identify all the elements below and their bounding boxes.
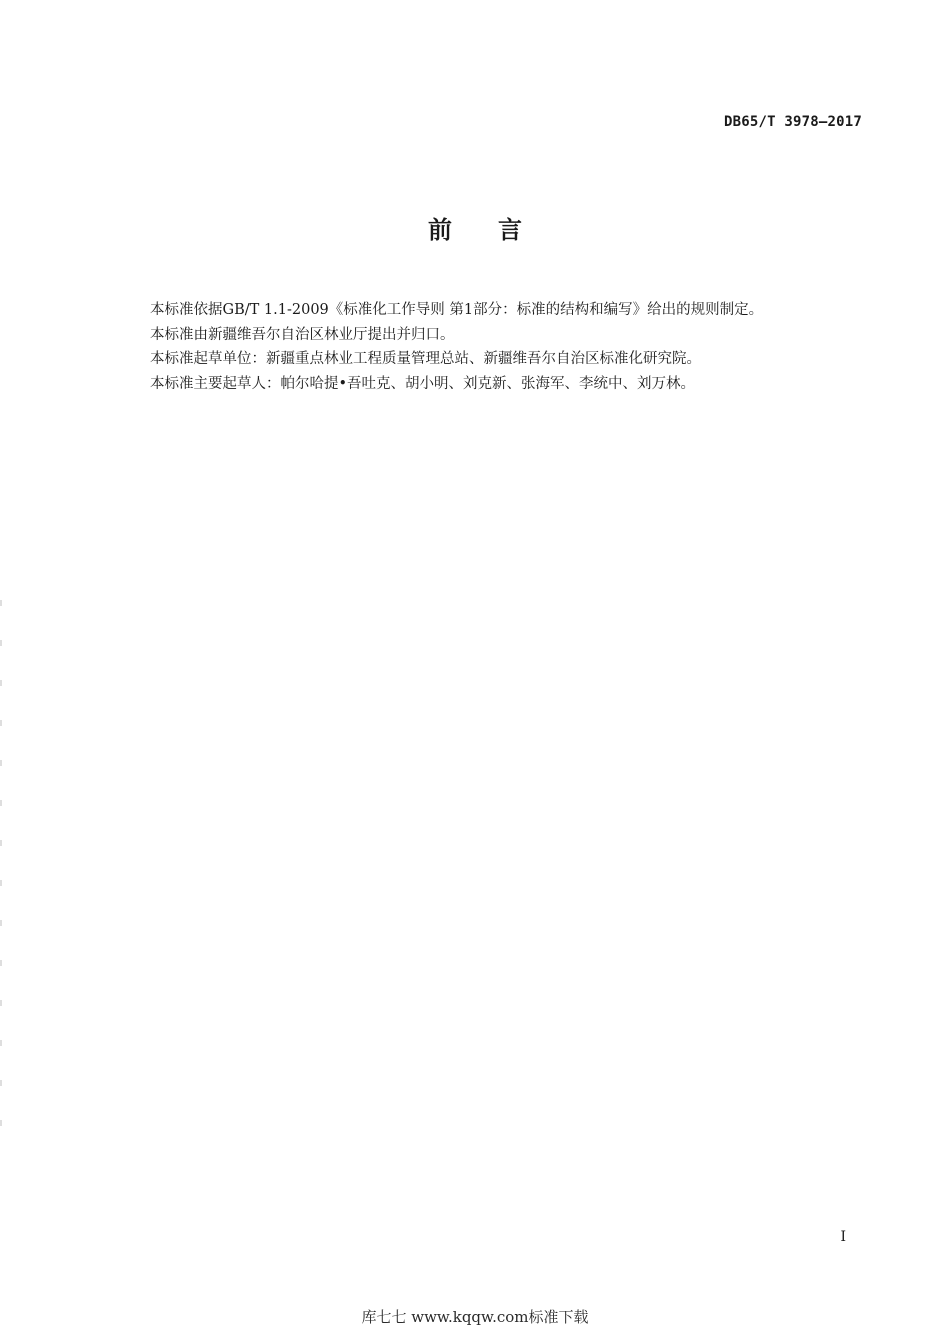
watermark-text: 库七七 www.kqqw.com标准下载 [361,1308,589,1326]
paragraph: 本标准由新疆维吾尔自治区林业厅提出并归口。 [150,326,455,343]
scan-edge-artifact [0,600,2,1160]
page-number: I [840,1229,846,1245]
paragraph: 本标准主要起草人：帕尔哈提•吾吐克、胡小明、刘克新、张海军、李统中、刘万林。 [150,375,696,392]
standard-code: DB65/T 3978—2017 [723,114,862,130]
paragraph: 本标准依据GB/T 1.1-2009《标准化工作导则 第1部分：标准的结构和编写》给出的规则制定。 [150,302,764,318]
paragraph: 本标准起草单位：新疆重点林业工程质量管理总站、新疆维吾尔自治区标准化研究院。 [150,351,701,367]
page-title: 前言 [428,216,568,244]
foreword-body [150,298,870,396]
